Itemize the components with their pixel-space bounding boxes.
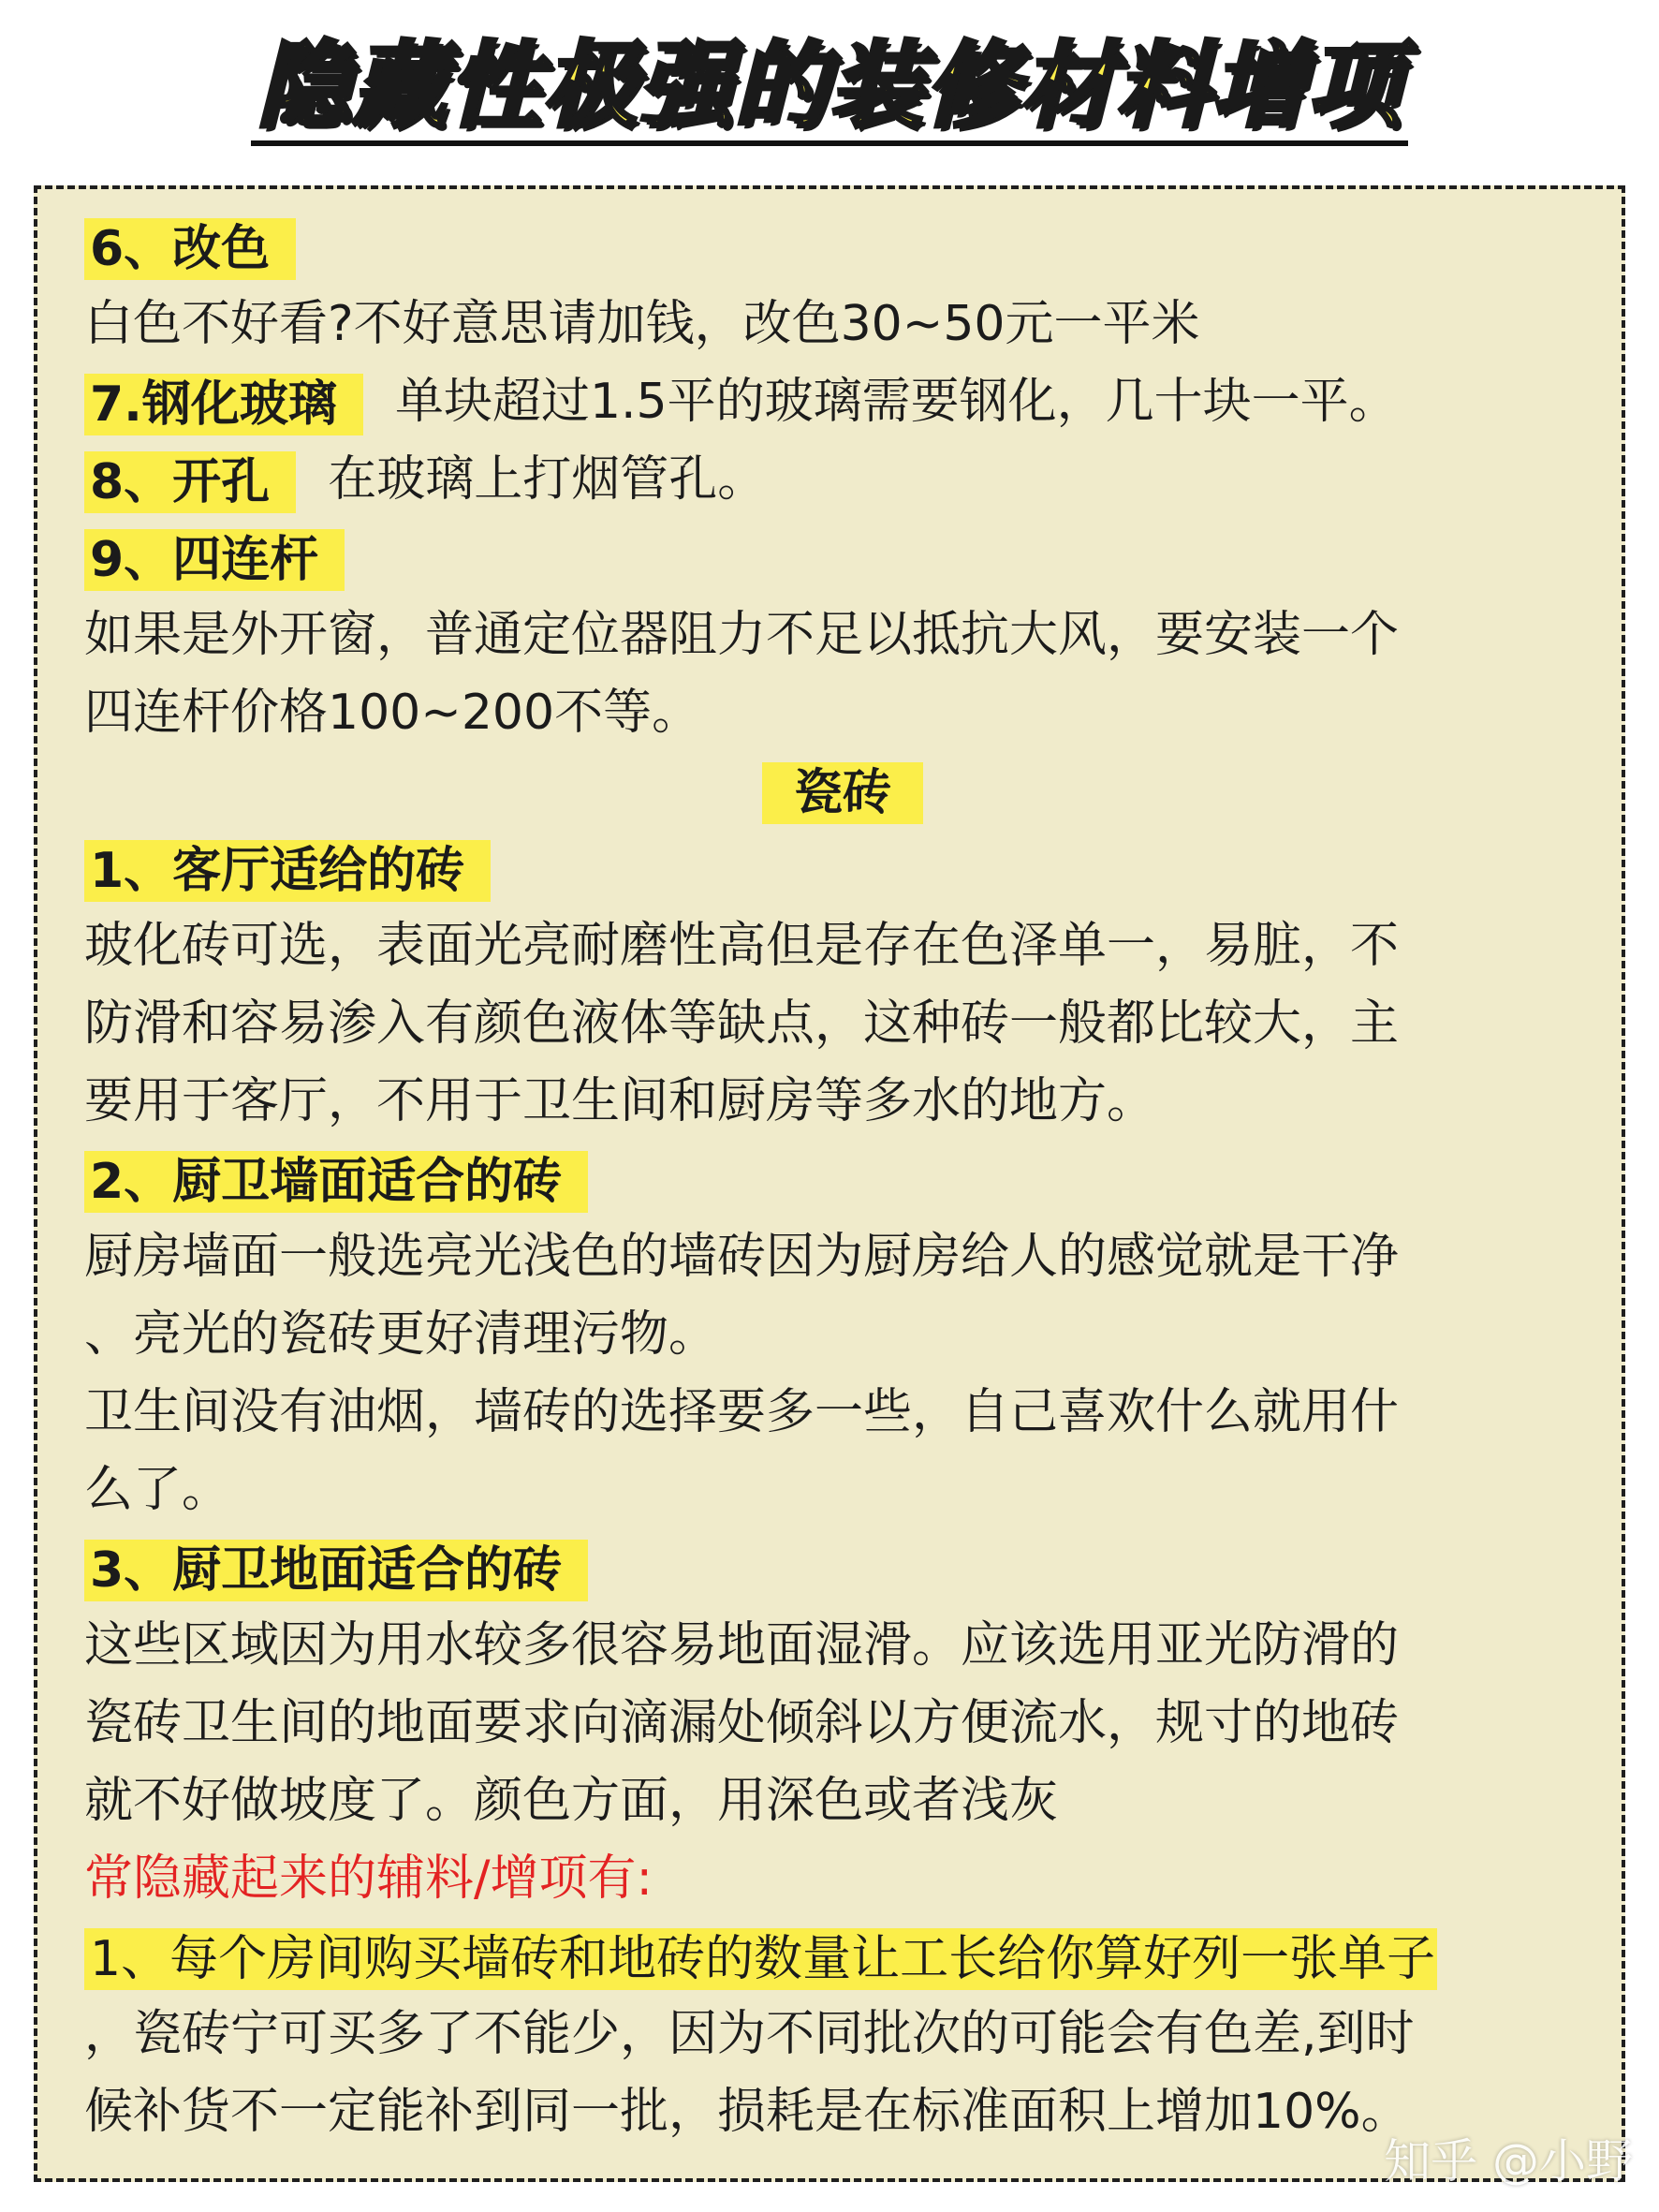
tile-1-body-1: 玻化砖可选，表面光亮耐磨性高但是存在色泽单一，易脏，不 xyxy=(84,918,1400,974)
tile-2-body-4: 么了。 xyxy=(84,1462,231,1518)
title-area xyxy=(0,31,1659,154)
tile-1-body-2: 防滑和容易渗入有颜色液体等缺点，这种砖一般都比较大，主 xyxy=(84,995,1400,1052)
page-title-text: 隐藏性极强的装修材料增项 xyxy=(257,31,1402,140)
watermark-text: 知乎 @小野 xyxy=(1384,2134,1633,2189)
hidden-1-heading: 1、每个房间购买墙砖和地砖的数量让工长给你算好列一张单子 xyxy=(84,1928,1437,1990)
tile-2-heading: 2、厨卫墙面适合的砖 xyxy=(84,1151,588,1213)
section-8-body: 在玻璃上打烟管孔。 xyxy=(328,451,767,508)
tile-3-body-2: 瓷砖卫生间的地面要求向滴漏处倾斜以方便流水，规寸的地砖 xyxy=(84,1695,1400,1751)
tile-1-heading: 1、客厅适给的砖 xyxy=(84,840,491,902)
section-9-body-2: 四连杆价格100~200不等。 xyxy=(84,685,701,741)
section-8-heading: 8、开孔 xyxy=(84,451,296,513)
page-title xyxy=(251,31,1408,140)
hidden-1-heading-line xyxy=(84,1918,1601,1996)
hidden-items-title: 常隐藏起来的辅料/增项有: xyxy=(84,1851,653,1907)
section-6-body: 白色不好看?不好意思请加钱，改色30~50元一平米 xyxy=(84,296,1200,352)
section-7-heading: 7.钢化玻璃 xyxy=(84,374,363,435)
tiles-heading-line xyxy=(84,752,1601,830)
watermark xyxy=(1384,2124,1633,2191)
content-panel xyxy=(34,185,1625,2182)
title-underline xyxy=(251,140,1408,146)
tile-2-body-2: 、亮光的瓷砖更好清理污物。 xyxy=(84,1306,718,1363)
tile-3-heading-line xyxy=(84,1529,1601,1607)
section-9-heading: 9、四连杆 xyxy=(84,529,345,591)
section-7-body: 单块超过1.5平的玻璃需要钢化，几十块一平。 xyxy=(394,374,1398,430)
tile-2-body-1: 厨房墙面一般选亮光浅色的墙砖因为厨房给人的感觉就是干净 xyxy=(84,1229,1400,1285)
hidden-1-body-1: ，瓷砖宁可买多了不能少，因为不同批次的可能会有色差,到时 xyxy=(84,2006,1415,2062)
tile-1-heading-line xyxy=(84,830,1601,907)
tiles-heading: 瓷砖 xyxy=(762,762,923,824)
section-9-heading-line xyxy=(84,519,1601,597)
tile-3-body-3: 就不好做坡度了。颜色方面，用深色或者浅灰 xyxy=(84,1773,1059,1829)
section-9-body-1: 如果是外开窗，普通定位器阻力不足以抵抗大风，要安装一个 xyxy=(84,607,1400,663)
tile-3-body-1: 这些区域因为用水较多很容易地面湿滑。应该选用亚光防滑的 xyxy=(84,1617,1400,1674)
hidden-1-body-2: 候补货不一定能补到同一批，损耗是在标准面积上增加10%。 xyxy=(84,2084,1410,2140)
content-body xyxy=(84,208,1601,2151)
tile-1-body-3: 要用于客厅，不用于卫生间和厨房等多水的地方。 xyxy=(84,1073,1156,1129)
tile-2-body-3: 卫生间没有油烟，墙砖的选择要多一些，自己喜欢什么就用什 xyxy=(84,1384,1400,1440)
tile-2-heading-line xyxy=(84,1141,1601,1218)
section-8-line xyxy=(84,441,1601,519)
tile-3-heading: 3、厨卫地面适合的砖 xyxy=(84,1540,588,1601)
section-6-heading: 6、改色 xyxy=(84,218,296,280)
section-7-line xyxy=(84,363,1601,441)
section-6-heading-line xyxy=(84,208,1601,286)
